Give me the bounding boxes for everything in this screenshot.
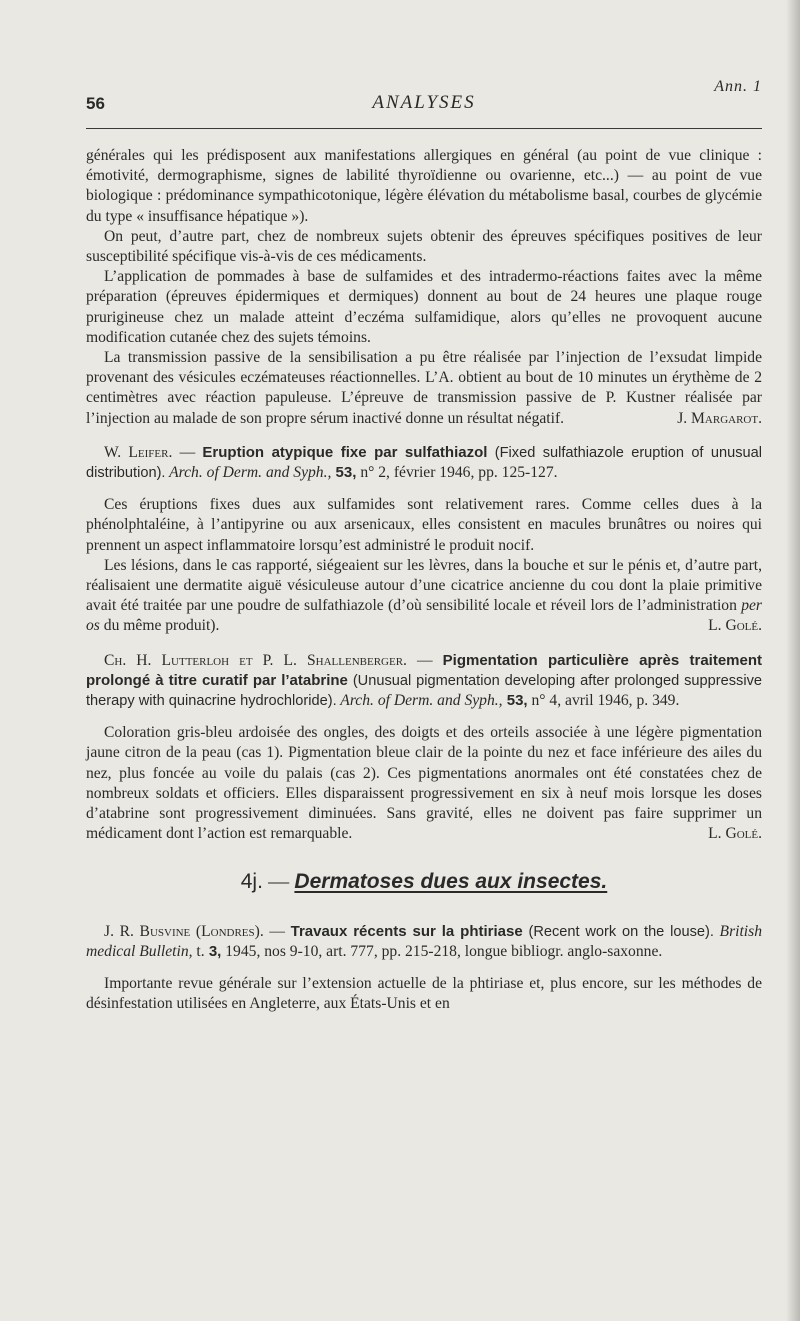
section-heading — [86, 869, 762, 894]
entry-separator: — — [263, 922, 291, 940]
entry-title: Pigmentation particulière après traitement prolongé à titre curatif par l’atabrine — [86, 651, 763, 689]
entry-original-title: (Fixed sulfathiazole eruption of unusual distribution). — [86, 444, 762, 482]
entry-title: Eruption atypique fixe par sulfathiazol — [202, 443, 488, 461]
entry-reference: n° 2, février 1946, pp. 125-127. — [356, 464, 558, 482]
paragraph: On peut, d’autre part, chez de nombreux sujets obtenir des épreuves spécifiques positives de leur susceptibilité spécifique vis-à-vis de ces médicaments. — [86, 227, 762, 266]
page-number: 56 — [86, 94, 105, 113]
italic-term: per os — [86, 597, 763, 635]
entry-volume: 53, — [502, 692, 528, 710]
entry-author: J. R. Busvine (Londres). — [104, 922, 264, 940]
entry-separator: — — [406, 651, 443, 669]
entry-reference: n° 4, avril 1946, p. 349. — [527, 692, 680, 710]
entry-volume: 3, — [204, 942, 222, 960]
page-header — [86, 92, 762, 120]
entry-separator: — — [172, 443, 203, 461]
signature: J. Margarot. — [677, 409, 762, 427]
running-head: ANALYSES — [372, 92, 476, 113]
entry-volume: 53, — [331, 464, 357, 482]
paragraph: Importante revue générale sur l’extension actuelle de la phtiriase et, plus encore, sur les méthodes de désinfestation utilisées en Angleterre, aux États-Unis et en — [86, 974, 762, 1013]
paragraph-text: La transmission passive de la sensibilisation a pu être réalisée par l’injection de l’exsudat limpide provenant des vésicules eczémateuses réactionnelles. L’A. obtient au bout de 10 minutes un érythème de 2 centimètres avec réaction papuleuse. L’épreuve de transmission passive de P. Kustner réalisée par l’injection au malade de son propre sérum inactivé donne un résultat négatif. — [86, 349, 762, 427]
paragraph — [86, 348, 762, 429]
entry-author: W. Leifer. — [104, 443, 173, 461]
paragraph-text: Les lésions, dans le cas rapporté, siégeaient sur les lèvres, dans la bouche et sur le pénis et, d’autre part, réalisaient une dermatite aiguë vésiculeuse autour d’une cicatrice ancienne du cou dont la plaie primitive avait été traitée par une poudre de sulfathiazole (d’où sensibilité locale et réveil lors de l’administration — [86, 556, 762, 615]
page-edge-shadow — [786, 0, 800, 1321]
margin-annotation: Ann. 1 — [714, 78, 762, 95]
entry-journal: British medical Bulletin, — [86, 922, 763, 960]
paragraph: L’application de pommades à base de sulfamides et des intradermo-réactions faites avec la même préparation (épreuves épidermiques et dermiques) donnent au bout de 24 heures une plaque rouge prurigineuse chez un malade atteint d’eczéma sulfamidique, alors qu’elles ne provoquent aucune modification cutanée chez des sujets témoins. — [86, 268, 762, 346]
entry-original-title: (Recent work on the louse). — [522, 923, 714, 940]
section-title: Dermatoses dues aux insectes. — [294, 869, 608, 893]
paragraph-text: du même produit). — [99, 617, 220, 635]
header-rule — [86, 128, 762, 129]
bibliographic-entry — [86, 651, 762, 712]
section-dash: — — [262, 868, 295, 893]
paragraph: générales qui les prédisposent aux manifestations allergiques en général (au point de vue clinique : émotivité, dermographisme, signes de labilité thyroïdienne ou ovarienne, etc...) — au point de vue biologique : prédominance sympathicotonique, légère élévation du métabolisme basal, courbes de glycémie du type « insuffisance hépatique »). — [86, 147, 762, 225]
signature: L. Golé. — [708, 617, 762, 635]
entry-tome: t. — [192, 942, 205, 960]
signature: L. Golé. — [708, 825, 762, 843]
entry-journal: Arch. of Derm. and Syph., — [165, 464, 332, 482]
entry-author: Ch. H. Lutterloh et P. L. Shallenberger. — [104, 651, 407, 669]
paragraph-text: Coloration gris-bleu ardoisée des ongles, des doigts et des orteils associée à une légère pigmentation jaune citron de la peau (cas 1). Pigmentation bleue clair de la pointe du nez et face inférieure des ailes du nez, plus foncée au voile du palais (cas 2). Ces pigmentations anormales ont été constatées chez de nombreux soldats et officiers. Elles disparaissent progressivement en six à neuf mois lorsque les doses d’atabrine sont progressivement diminuées. Sans gravité, elles ne doivent pas faire supprimer un médicament dont l’action est remarquable. — [86, 724, 762, 843]
bibliographic-entry — [86, 922, 762, 962]
section-number: 4j. — [240, 869, 263, 893]
paragraph — [86, 556, 762, 637]
paragraph: Ces éruptions fixes dues aux sulfamides sont relativement rares. Comme celles dues à la phénolphtaléine, à l’antipyrine ou aux arsenicaux, elles consistent en macules brunâtres ou noires qui prennent un aspect inflammatoire lorsqu’est administré le produit nocif. — [86, 496, 762, 554]
paragraph — [86, 723, 762, 844]
entry-original-title: (Unusual pigmentation developing after prolonged suppressive therapy with quinacrine hydrochloride). — [86, 672, 762, 710]
entry-reference: 1945, nos 9-10, art. 777, pp. 215-218, longue bibliogr. anglo-saxonne. — [221, 942, 663, 960]
entry-journal: Arch. of Derm. and Syph., — [336, 692, 503, 710]
page-body — [86, 146, 762, 1014]
bibliographic-entry — [86, 443, 762, 483]
entry-title: Travaux récents sur la phtiriase — [290, 922, 523, 940]
